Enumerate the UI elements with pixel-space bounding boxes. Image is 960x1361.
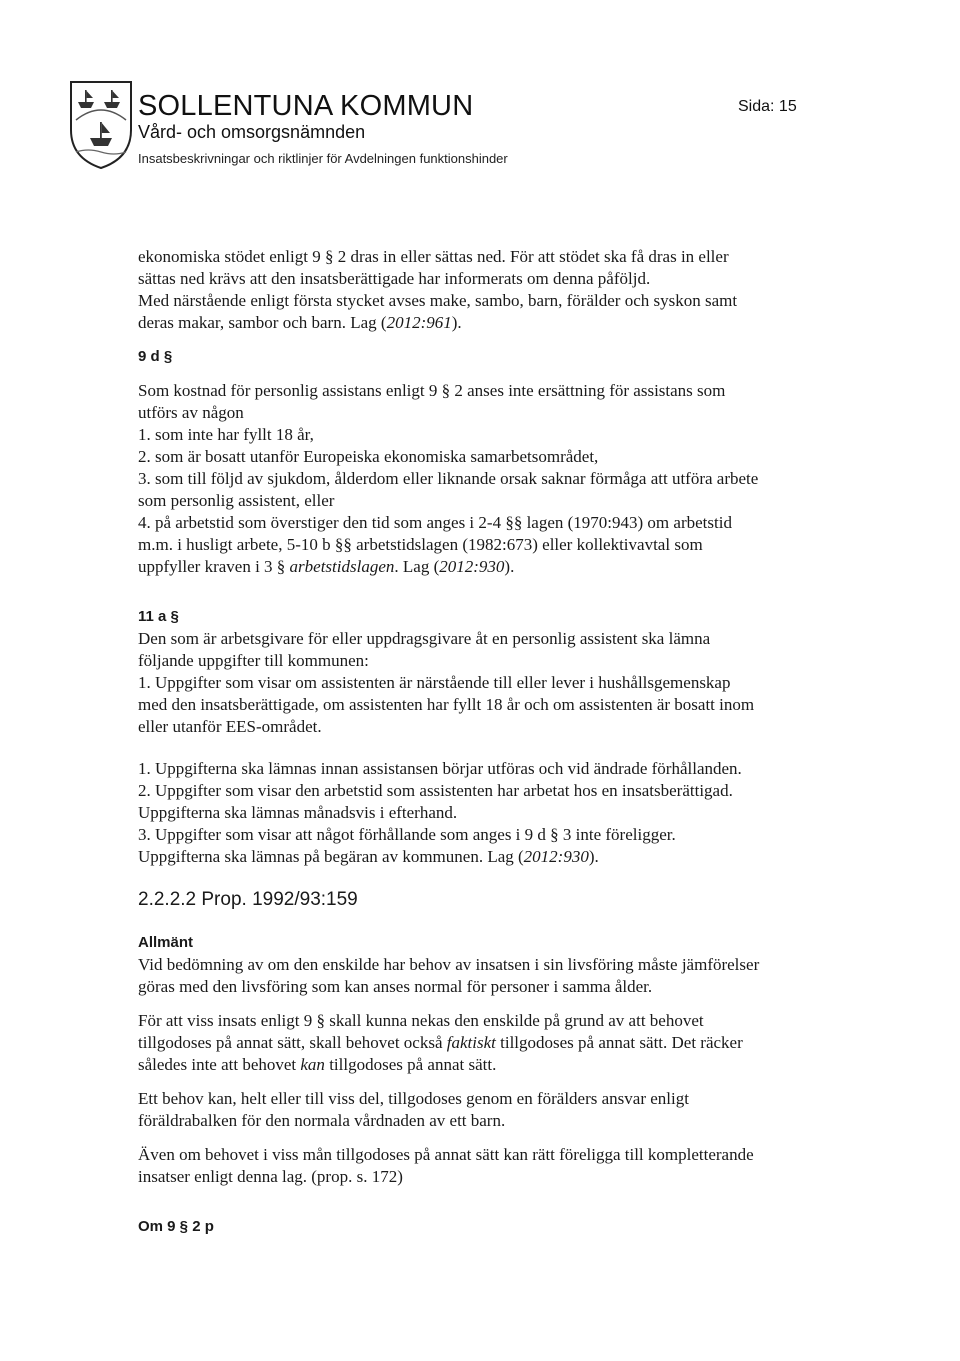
- law-reference: 2012:930: [439, 557, 505, 576]
- text-line: uppfyller kraven i 3 § arbetstidslagen. Lag (2012:930).: [138, 557, 515, 576]
- list-item: 2. Uppgifter som visar den arbetstid som assistenten har arbetat hos en insatsberättigad.: [138, 781, 733, 800]
- list-item: 1. som inte har fyllt 18 år,: [138, 425, 314, 444]
- list-item: 2. som är bosatt utanför Europeiska ekonomiska samarbetsområdet,: [138, 447, 599, 466]
- list-item: 1. Uppgifter som visar om assistenten är närstående till eller lever i hushållsgemenskap: [138, 673, 731, 692]
- list-item: 3. som till följd av sjukdom, ålderdom eller liknande orsak saknar förmåga att utföra arbete: [138, 469, 759, 488]
- text-line: således inte att behovet kan tillgodoses på annat sätt.: [138, 1055, 497, 1074]
- text-line: Som kostnad för personlig assistans enligt 9 § 2 anses inte ersättning för assistans som: [138, 381, 726, 400]
- list-item: 1. Uppgifterna ska lämnas innan assistansen börjar utföras och vid ändrade förhållanden.: [138, 759, 742, 778]
- text-line: följande uppgifter till kommunen:: [138, 651, 369, 670]
- text-line: utförs av någon: [138, 403, 244, 422]
- organization-block: [138, 90, 508, 168]
- section-heading-allmant: Allmänt: [138, 934, 194, 951]
- text-line: sättas ned krävs att den insatsberättigade har informerats om denna påföljd.: [138, 269, 651, 288]
- text-line: eller utanför EES-området.: [138, 717, 322, 736]
- text-line: Även om behovet i viss mån tillgodoses på annat sätt kan rätt föreligga till kompletterande: [138, 1145, 754, 1164]
- text-line: m.m. i husligt arbete, 5-10 b §§ arbetstidslagen (1982:673) eller kollektivavtal som: [138, 535, 703, 554]
- text-line: Den som är arbetsgivare för eller uppdragsgivare åt en personlig assistent ska lämna: [138, 629, 711, 648]
- section-heading-om9: Om 9 § 2 p: [138, 1218, 214, 1235]
- section-heading-11a: 11 a §: [138, 608, 179, 625]
- document-subtitle: Insatsbeskrivningar och riktlinjer för Avdelningen funktionshinder: [138, 151, 508, 166]
- subsection-heading: 2.2.2.2 Prop. 1992/93:159: [138, 889, 358, 910]
- department-name: Vård- och omsorgsnämnden: [138, 122, 366, 142]
- page-header: [68, 80, 888, 180]
- section-heading-9d: 9 d §: [138, 348, 173, 365]
- organization-name: SOLLENTUNA KOMMUN: [138, 90, 474, 122]
- page-number: Sida: 15: [738, 98, 797, 115]
- text-line: Med närstående enligt första stycket avses make, sambo, barn, förälder och syskon samt: [138, 291, 738, 310]
- law-reference: 2012:930: [523, 847, 589, 866]
- text-line: ekonomiska stödet enligt 9 § 2 dras in eller sättas ned. För att stödet ska få dras in eller: [138, 247, 729, 266]
- text-line: deras makar, sambor och barn. Lag (2012:961).: [138, 313, 462, 332]
- text-line: För att viss insats enligt 9 § skall kunna nekas den enskilde på grund av att behovet: [138, 1011, 704, 1030]
- text-line: med den insatsberättigade, om assistenten har fyllt 18 år och om assistenten är bosatt inom: [138, 695, 755, 714]
- text-line: tillgodoses på annat sätt, skall behovet också faktiskt tillgodoses på annat sätt. Det räcker: [138, 1033, 743, 1052]
- text-line: insatser enligt denna lag. (prop. s. 172): [138, 1167, 403, 1186]
- list-item: 4. på arbetstid som överstiger den tid som anges i 2-4 §§ lagen (1970:943) om arbetstid: [138, 513, 732, 532]
- text-line: föräldrabalken för den normala vårdnaden av ett barn.: [138, 1111, 506, 1130]
- text-line: Uppgifterna ska lämnas på begäran av kommunen. Lag (2012:930).: [138, 847, 599, 866]
- text-line: Ett behov kan, helt eller till viss del, tillgodoses genom en förälders ansvar enligt: [138, 1089, 689, 1108]
- text-line: Uppgifterna ska lämnas månadsvis i efterhand.: [138, 803, 458, 822]
- text-line: Vid bedömning av om den enskilde har behov av insatsen i sin livsföring måste jämförelser: [138, 955, 760, 974]
- municipal-crest-icon: [68, 80, 134, 170]
- law-reference: 2012:961: [386, 313, 452, 332]
- text-line: göras med den livsföring som kan anses normal för personer i samma ålder.: [138, 977, 653, 996]
- text-line: som personlig assistent, eller: [138, 491, 335, 510]
- document-body: [138, 246, 878, 1238]
- list-item: 3. Uppgifter som visar att något förhållande som anges i 9 d § 3 inte föreligger.: [138, 825, 676, 844]
